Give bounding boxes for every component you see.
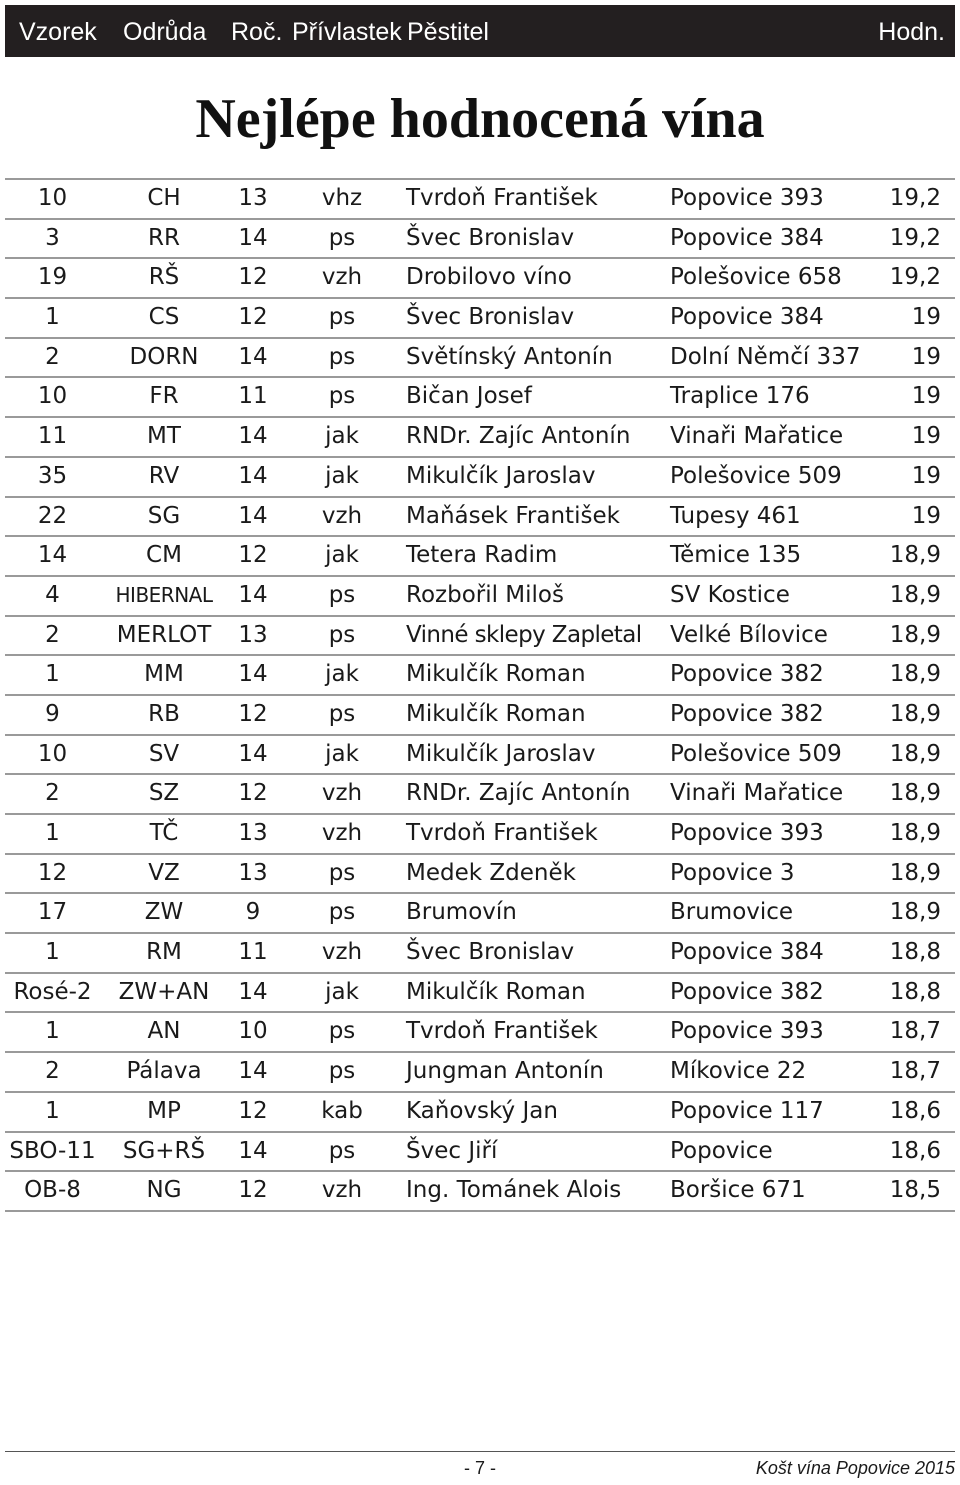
cell-pestitel: RNDr. Zajíc Antonín	[406, 423, 631, 450]
cell-vzorek: 4	[45, 581, 60, 608]
cell-vzorek: 2	[45, 1058, 60, 1085]
cell-odruda: CM	[146, 542, 182, 569]
publication-title: Košt vína Popovice 2015	[755, 1458, 955, 1478]
cell-vzorek: 22	[37, 502, 68, 529]
cell-odruda: DORN	[129, 343, 199, 370]
cell-roc: 14	[238, 978, 268, 1005]
cell-privlastek: ps	[328, 343, 356, 370]
cell-misto: Popovice 117	[670, 1097, 824, 1124]
cell-privlastek: vzh	[321, 1177, 363, 1204]
cell-vzorek: 17	[37, 899, 68, 926]
cell-hodn: 18,9	[889, 581, 941, 608]
cell-odruda: NG	[146, 1177, 182, 1204]
cell-hodn: 18,9	[889, 780, 941, 807]
cell-vzorek: SBO-11	[9, 1137, 96, 1164]
cell-odruda: Pálava	[126, 1058, 202, 1085]
cell-privlastek: jak	[325, 740, 359, 767]
cell-misto: Popovice	[670, 1137, 773, 1164]
cell-hodn: 18,8	[889, 939, 941, 966]
cell-hodn: 18,9	[889, 542, 941, 569]
cell-hodn: 19	[911, 423, 941, 450]
cell-pestitel: Mikulčík Roman	[406, 661, 586, 688]
cell-misto: Popovice 393	[670, 185, 824, 211]
cell-privlastek: jak	[325, 661, 359, 688]
header-pestitel: Pěstitel	[407, 18, 489, 46]
table-row	[5, 537, 955, 577]
cell-pestitel: Tvrdoň František	[406, 185, 598, 211]
cell-privlastek: vzh	[321, 820, 363, 846]
cell-privlastek: ps	[328, 224, 356, 251]
cell-odruda: ZW+AN	[118, 978, 210, 1005]
cell-hodn: 19,2	[889, 224, 941, 251]
cell-odruda: CH	[147, 185, 181, 211]
cell-vzorek: 2	[45, 343, 60, 370]
cell-vzorek: 12	[37, 859, 68, 886]
cell-pestitel: Mikulčík Roman	[406, 700, 586, 727]
cell-roc: 9	[245, 899, 261, 926]
cell-odruda: SG+RŠ	[122, 1137, 206, 1164]
table-row	[5, 180, 955, 220]
cell-roc: 14	[238, 224, 268, 251]
cell-pestitel: Tvrdoň František	[406, 820, 598, 846]
cell-privlastek: vhz	[321, 185, 363, 211]
cell-misto: Traplice 176	[670, 383, 810, 410]
cell-pestitel: Mikulčík Roman	[406, 978, 586, 1005]
cell-roc: 14	[238, 423, 268, 450]
cell-misto: Velké Bílovice	[670, 621, 828, 648]
cell-roc: 14	[238, 502, 268, 529]
cell-privlastek: vzh	[321, 780, 363, 807]
cell-vzorek: 2	[45, 621, 60, 648]
cell-vzorek: 10	[37, 383, 68, 410]
cell-pestitel: Drobilovo víno	[406, 264, 572, 291]
table-row	[5, 577, 955, 617]
cell-vzorek: 1	[45, 820, 60, 846]
cell-privlastek: jak	[325, 978, 359, 1005]
cell-odruda: MT	[147, 423, 181, 450]
cell-privlastek: ps	[328, 581, 356, 608]
cell-pestitel: Švec Bronislav	[406, 939, 575, 966]
cell-hodn: 19	[911, 343, 941, 370]
cell-odruda: RR	[148, 224, 180, 251]
cell-roc: 13	[238, 820, 268, 846]
cell-misto: Popovice 3	[670, 859, 795, 886]
cell-odruda: RŠ	[148, 264, 180, 291]
cell-pestitel: Kaňovský Jan	[406, 1097, 558, 1124]
cell-vzorek: Rosé-2	[13, 978, 92, 1005]
cell-hodn: 18,9	[889, 700, 941, 727]
table-row	[5, 1133, 955, 1173]
cell-misto: Polešovice 509	[670, 740, 842, 767]
cell-privlastek: ps	[328, 304, 356, 331]
cell-pestitel: Tetera Radim	[406, 542, 558, 569]
cell-pestitel: Tvrdoň František	[406, 1018, 598, 1045]
cell-hodn: 19	[911, 502, 941, 529]
cell-odruda: CS	[148, 304, 180, 331]
cell-odruda: MERLOT	[116, 621, 212, 648]
header-hodn: Hodn.	[878, 18, 945, 46]
cell-misto: Polešovice 658	[670, 264, 842, 291]
table-row	[5, 418, 955, 458]
cell-hodn: 19	[911, 462, 941, 489]
cell-hodn: 18,9	[889, 740, 941, 767]
cell-pestitel: Mikulčík Jaroslav	[406, 462, 596, 489]
cell-privlastek: vzh	[321, 939, 363, 966]
cell-hodn: 18,9	[889, 661, 941, 688]
wine-results-table	[5, 178, 955, 1212]
table-row	[5, 736, 955, 776]
cell-roc: 12	[238, 780, 268, 807]
cell-odruda: SV	[148, 740, 180, 767]
cell-misto: Popovice 384	[670, 304, 824, 331]
cell-roc: 13	[238, 185, 268, 211]
cell-hodn: 18,6	[889, 1097, 941, 1124]
cell-roc: 12	[238, 542, 268, 569]
header-privlastek: Přívlastek	[292, 18, 402, 46]
cell-vzorek: 19	[37, 264, 68, 291]
table-row	[5, 1172, 955, 1212]
table-row	[5, 378, 955, 418]
table-row	[5, 974, 955, 1014]
cell-roc: 14	[238, 661, 268, 688]
cell-privlastek: ps	[328, 621, 356, 648]
table-row	[5, 855, 955, 895]
cell-roc: 11	[238, 939, 268, 966]
cell-odruda: TČ	[149, 820, 179, 846]
cell-roc: 11	[238, 383, 268, 410]
cell-vzorek: 1	[45, 939, 60, 966]
cell-pestitel: Vinné sklepy Zapletal	[406, 621, 642, 648]
cell-misto: Tupesy 461	[670, 502, 801, 529]
header-roc: Roč.	[231, 18, 283, 46]
cell-misto: Míkovice 22	[670, 1058, 807, 1085]
cell-vzorek: 14	[37, 542, 68, 569]
table-row	[5, 617, 955, 657]
cell-odruda: SZ	[148, 780, 180, 807]
cell-vzorek: 1	[45, 1097, 60, 1124]
cell-misto: SV Kostice	[670, 581, 790, 608]
cell-privlastek: ps	[328, 899, 356, 926]
cell-hodn: 18,8	[889, 978, 941, 1005]
cell-vzorek: 11	[37, 423, 68, 450]
cell-roc: 10	[238, 1018, 268, 1045]
cell-hodn: 19,2	[889, 264, 941, 291]
cell-hodn: 19	[911, 383, 941, 410]
cell-pestitel: Medek Zdeněk	[406, 859, 576, 886]
cell-pestitel: Rozbořil Miloš	[406, 581, 564, 608]
cell-misto: Popovice 382	[670, 700, 824, 727]
cell-pestitel: Ing. Tománek Alois	[406, 1177, 622, 1204]
table-row	[5, 934, 955, 974]
cell-roc: 14	[238, 581, 268, 608]
cell-privlastek: ps	[328, 859, 356, 886]
column-header-bar	[5, 5, 955, 57]
cell-vzorek: 1	[45, 1018, 60, 1045]
cell-misto: Popovice 382	[670, 661, 824, 688]
cell-odruda: MP	[147, 1097, 181, 1124]
cell-hodn: 18,9	[889, 899, 941, 926]
cell-roc: 12	[238, 304, 268, 331]
cell-roc: 12	[238, 1177, 268, 1204]
cell-roc: 13	[238, 621, 268, 648]
header-vzorek: Vzorek	[19, 18, 97, 46]
cell-hodn: 18,6	[889, 1137, 941, 1164]
cell-odruda: ZW	[144, 899, 184, 926]
table-row	[5, 498, 955, 538]
cell-misto: Polešovice 509	[670, 462, 842, 489]
cell-privlastek: jak	[325, 462, 359, 489]
cell-pestitel: Brumovín	[406, 899, 517, 926]
cell-odruda: VZ	[148, 859, 180, 886]
cell-privlastek: ps	[328, 383, 356, 410]
cell-odruda: RB	[148, 700, 180, 727]
cell-odruda: MM	[144, 661, 184, 688]
page-number: - 7 -	[463, 1458, 496, 1478]
cell-odruda: RV	[148, 462, 180, 489]
cell-roc: 14	[238, 462, 268, 489]
cell-privlastek: vzh	[321, 502, 363, 529]
table-row	[5, 1053, 955, 1093]
cell-pestitel: Švec Bronislav	[406, 304, 575, 331]
cell-misto: Těmice 135	[670, 542, 802, 569]
cell-hodn: 19,2	[889, 185, 941, 211]
cell-vzorek: 2	[45, 780, 60, 807]
cell-roc: 14	[238, 1137, 268, 1164]
cell-pestitel: RNDr. Zajíc Antonín	[406, 780, 631, 807]
cell-roc: 13	[238, 859, 268, 886]
cell-vzorek: 10	[37, 740, 68, 767]
cell-hodn: 18,9	[889, 820, 941, 846]
cell-pestitel: Jungman Antonín	[406, 1058, 604, 1085]
cell-pestitel: Švec Bronislav	[406, 224, 575, 251]
cell-vzorek: 3	[45, 224, 60, 251]
cell-privlastek: jak	[325, 542, 359, 569]
cell-misto: Vinaři Mařatice	[670, 423, 844, 450]
cell-hodn: 18,9	[889, 621, 941, 648]
cell-vzorek: OB-8	[24, 1177, 81, 1204]
table-row	[5, 339, 955, 379]
cell-privlastek: vzh	[321, 264, 363, 291]
cell-odruda: AN	[147, 1018, 181, 1045]
page-title: Nejlépe hodnocená vína	[195, 88, 765, 150]
cell-vzorek: 10	[37, 185, 68, 211]
cell-vzorek: 35	[37, 462, 68, 489]
cell-pestitel: Bičan Josef	[406, 383, 532, 410]
table-row	[5, 775, 955, 815]
cell-odruda: HIBERNAL	[115, 582, 213, 607]
cell-odruda: RM	[146, 939, 182, 966]
cell-hodn: 18,9	[889, 859, 941, 886]
cell-roc: 12	[238, 1097, 268, 1124]
table-row	[5, 894, 955, 934]
cell-misto: Popovice 393	[670, 820, 824, 846]
table-row	[5, 696, 955, 736]
cell-hodn: 18,7	[889, 1018, 941, 1045]
header-odruda: Odrůda	[123, 18, 207, 46]
cell-roc: 14	[238, 740, 268, 767]
cell-privlastek: ps	[328, 1137, 356, 1164]
cell-privlastek: jak	[325, 423, 359, 450]
cell-odruda: SG	[147, 502, 181, 529]
cell-pestitel: Švec Jiří	[406, 1137, 498, 1164]
cell-misto: Popovice 384	[670, 224, 824, 251]
cell-misto: Boršice 671	[670, 1177, 806, 1204]
cell-pestitel: Maňásek František	[406, 502, 620, 529]
cell-vzorek: 1	[45, 661, 60, 688]
cell-privlastek: ps	[328, 1018, 356, 1045]
cell-hodn: 19	[911, 304, 941, 331]
table-row	[5, 1013, 955, 1053]
cell-privlastek: ps	[328, 700, 356, 727]
cell-pestitel: Mikulčík Jaroslav	[406, 740, 596, 767]
table-row	[5, 656, 955, 696]
table-row	[5, 815, 955, 855]
cell-roc: 14	[238, 343, 268, 370]
cell-privlastek: kab	[321, 1097, 363, 1124]
cell-hodn: 18,5	[889, 1177, 941, 1204]
table-row	[5, 458, 955, 498]
table-row	[5, 299, 955, 339]
cell-pestitel: Světínský Antonín	[406, 343, 613, 370]
cell-misto: Brumovice	[670, 899, 794, 926]
cell-hodn: 18,7	[889, 1058, 941, 1085]
table-row	[5, 1093, 955, 1133]
cell-roc: 12	[238, 700, 268, 727]
cell-misto: Popovice 384	[670, 939, 824, 966]
cell-odruda: FR	[149, 383, 179, 410]
cell-vzorek: 9	[45, 700, 60, 727]
table-row	[5, 259, 955, 299]
cell-misto: Popovice 382	[670, 978, 824, 1005]
cell-roc: 12	[238, 264, 268, 291]
cell-roc: 14	[238, 1058, 268, 1085]
cell-misto: Popovice 393	[670, 1018, 824, 1045]
footer-divider	[5, 1451, 955, 1452]
table-row	[5, 220, 955, 260]
cell-vzorek: 1	[45, 304, 60, 331]
cell-misto: Vinaři Mařatice	[670, 780, 844, 807]
cell-privlastek: ps	[328, 1058, 356, 1085]
cell-misto: Dolní Němčí 337	[670, 343, 861, 370]
